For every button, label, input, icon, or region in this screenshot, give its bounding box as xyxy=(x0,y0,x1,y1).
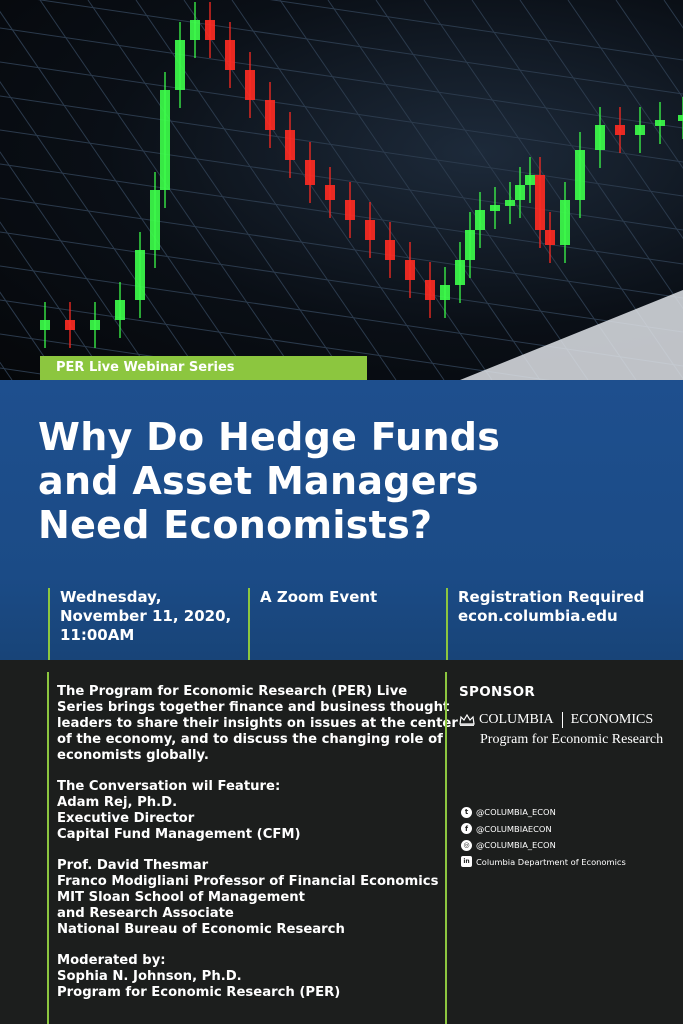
grid-line xyxy=(0,0,12,380)
candle-body xyxy=(160,90,170,190)
date-line: Wednesday, xyxy=(60,588,162,606)
candle-body xyxy=(65,320,75,330)
intro-line: The Program for Economic Research (PER) Live xyxy=(57,684,408,699)
instagram-icon: ◎ xyxy=(461,840,472,851)
grid-line xyxy=(0,0,60,380)
title-line: and Asset Managers xyxy=(38,459,479,503)
social-links xyxy=(461,804,626,870)
speaker-line: National Bureau of Economic Research xyxy=(57,922,345,937)
date-info xyxy=(48,588,248,660)
candle-body xyxy=(535,175,545,230)
moderator-line: Sophia N. Johnson, Ph.D. xyxy=(57,969,242,984)
candle-body xyxy=(285,130,295,160)
logo-economics: ECONOMICS xyxy=(570,712,654,727)
candle-body xyxy=(345,200,355,220)
speaker-line: and Research Associate xyxy=(57,906,234,921)
grid-line xyxy=(0,0,252,380)
crown-icon xyxy=(459,714,475,726)
candle-body xyxy=(560,200,570,245)
candle-body xyxy=(225,40,235,70)
feature-line: Capital Fund Management (CFM) xyxy=(57,827,301,842)
speaker-paragraph xyxy=(57,858,437,938)
speaker-line: Prof. David Thesmar xyxy=(57,858,209,873)
sponsor-heading: SPONSOR xyxy=(459,684,536,700)
social-handle: @COLUMBIA_ECON xyxy=(476,840,556,850)
grid-line xyxy=(232,0,492,380)
candle-body xyxy=(405,260,415,280)
grid-line xyxy=(88,0,348,380)
candle-body xyxy=(265,100,275,130)
candle-body xyxy=(465,230,475,260)
intro-line: Series brings together finance and business thought xyxy=(57,700,450,715)
social-linkedin[interactable] xyxy=(461,854,626,870)
candle-body xyxy=(505,200,515,206)
date-line: 11:00AM xyxy=(60,626,135,644)
intro-line: economists globally. xyxy=(57,748,209,763)
social-twitter[interactable] xyxy=(461,804,626,820)
description-column xyxy=(47,672,458,1024)
moderator-paragraph xyxy=(57,953,437,1001)
social-handle: @COLUMBIAECON xyxy=(476,823,552,834)
candle-body xyxy=(490,205,500,211)
grid-line xyxy=(328,0,588,380)
facebook-icon: f xyxy=(461,823,472,834)
candle-body xyxy=(325,185,335,200)
intro-line: of the economy, and to discuss the changing role of xyxy=(57,732,443,747)
grid-line xyxy=(0,28,683,128)
social-handle: Columbia Department of Economics xyxy=(476,856,626,867)
series-tag: PER Live Webinar Series xyxy=(40,356,367,380)
social-instagram[interactable] xyxy=(461,837,626,853)
intro-paragraph xyxy=(57,684,458,764)
registration-info xyxy=(446,588,683,660)
candle-body xyxy=(205,20,215,40)
candle-body xyxy=(635,125,645,135)
event-title xyxy=(38,415,598,547)
event-type: A Zoom Event xyxy=(260,588,378,606)
candlestick-chart-graphic xyxy=(0,0,683,380)
logo-columbia: COLUMBIA xyxy=(479,712,554,727)
candle-body xyxy=(150,190,160,250)
moderator-line: Moderated by: xyxy=(57,953,166,968)
candle-body xyxy=(545,230,555,245)
candle-body xyxy=(305,160,315,185)
grid-line xyxy=(0,232,683,332)
candle-body xyxy=(385,240,395,260)
candle-body xyxy=(515,185,525,200)
logo-subtitle: Program for Economic Research xyxy=(480,732,664,747)
candle-body xyxy=(655,120,665,126)
logo-divider xyxy=(562,712,563,728)
social-handle: @COLUMBIA_ECON xyxy=(476,807,556,817)
candle-body xyxy=(135,250,145,300)
candle-body xyxy=(115,300,125,320)
registration-link[interactable]: econ.columbia.edu xyxy=(458,607,618,625)
candle-body xyxy=(615,125,625,135)
social-facebook[interactable] xyxy=(461,821,626,837)
candle-body xyxy=(455,260,465,285)
twitter-icon: t xyxy=(461,807,472,818)
candle-body xyxy=(440,285,450,300)
candle-body xyxy=(475,210,485,230)
columbia-economics-logo xyxy=(459,712,683,748)
speaker-line: Franco Modigliani Professor of Financial Economics xyxy=(57,874,439,889)
date-line: November 11, 2020, xyxy=(60,607,232,625)
speaker-line: MIT Sloan School of Management xyxy=(57,890,305,905)
moderator-line: Program for Economic Research (PER) xyxy=(57,985,341,1000)
intro-line: leaders to share their insights on issues at the center xyxy=(57,716,458,731)
grid-line xyxy=(0,0,156,380)
grid-line xyxy=(0,0,683,94)
candle-body xyxy=(425,280,435,300)
registration-line: Registration Required xyxy=(458,588,645,606)
candle-body xyxy=(575,150,585,200)
candle-body xyxy=(595,125,605,150)
linkedin-icon: in xyxy=(461,856,472,867)
grid-line xyxy=(376,0,636,380)
grid-line xyxy=(184,0,444,380)
candle-body xyxy=(90,320,100,330)
candle-body xyxy=(190,20,200,40)
title-line: Need Economists? xyxy=(38,503,433,547)
hero-candlestick-image xyxy=(0,0,683,380)
feature-line: Adam Rej, Ph.D. xyxy=(57,795,178,810)
paper-area xyxy=(460,290,683,380)
feature-line: Executive Director xyxy=(57,811,195,826)
feature-paragraph xyxy=(57,779,437,843)
candle-body xyxy=(175,40,185,90)
candle-body xyxy=(678,115,683,121)
candle-body xyxy=(365,220,375,240)
feature-line: The Conversation wil Feature: xyxy=(57,779,281,794)
candle-body xyxy=(40,320,50,330)
title-line: Why Do Hedge Funds xyxy=(38,415,501,459)
event-type-info xyxy=(248,588,444,660)
sponsor-column xyxy=(445,672,683,1024)
candle-body xyxy=(525,175,535,185)
candle-body xyxy=(245,70,255,100)
